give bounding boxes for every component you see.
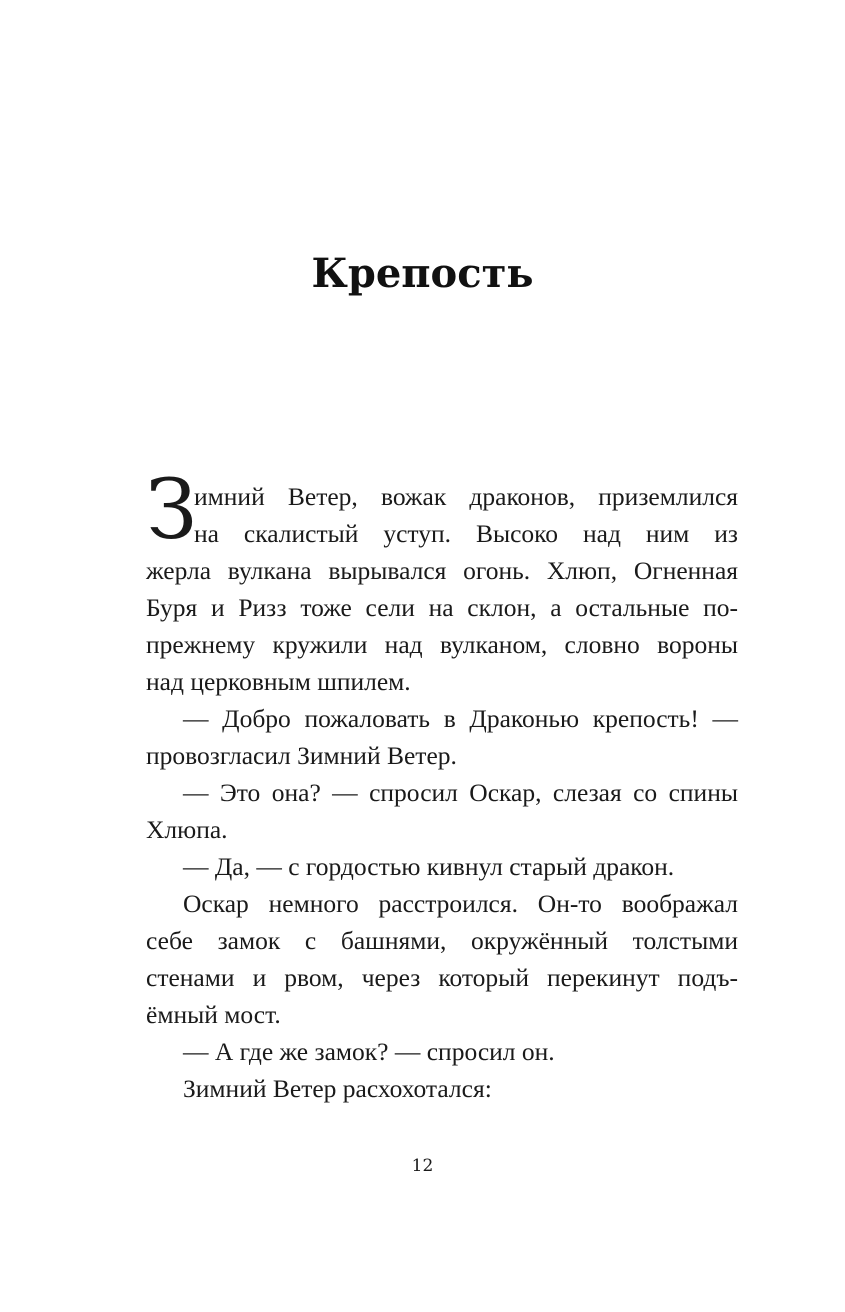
text-line: стенами и рвом, через который перекинут подъ- — [146, 963, 738, 992]
page-number: 12 — [411, 1156, 434, 1176]
drop-cap-line-2: на скалистый уступ. Высоко над ним из — [194, 519, 738, 548]
text-line: — Добро пожаловать в Драконью крепость! — — [183, 704, 738, 733]
text-line: Буря и Ризз тоже сели на склон, а остальные по- — [146, 593, 738, 622]
text-line: — А где же замок? — спросил он. — [183, 1037, 555, 1066]
text-line: себе замок с башнями, окружённый толстыми — [146, 926, 738, 955]
drop-cap-letter: З — [146, 463, 198, 558]
text-line: провозгласил Зимний Ветер. — [146, 741, 457, 770]
text-line: — Да, — с гордостью кивнул старый дракон. — [183, 852, 675, 881]
text-line: над церковным шпилем. — [146, 667, 411, 696]
text-line: ёмный мост. — [146, 1000, 281, 1029]
text-line: Хлюпа. — [146, 815, 228, 844]
text-line: — Это она? — спросил Оскар, слезая со спины — [183, 778, 738, 807]
text-line: прежнему кружили над вулканом, словно вороны — [146, 630, 738, 659]
body-text — [146, 552, 738, 1107]
text-line: Зимний Ветер расхохотался: — [183, 1074, 492, 1103]
text-line: жерла вулкана вырывался огонь. Хлюп, Огненная — [146, 556, 738, 585]
chapter-title: Крепость — [311, 250, 534, 297]
text-line: Оскар немного расстроился. Он-то воображал — [183, 889, 738, 918]
drop-cap-line-1: имний Ветер, вожак драконов, приземлился — [194, 482, 738, 511]
